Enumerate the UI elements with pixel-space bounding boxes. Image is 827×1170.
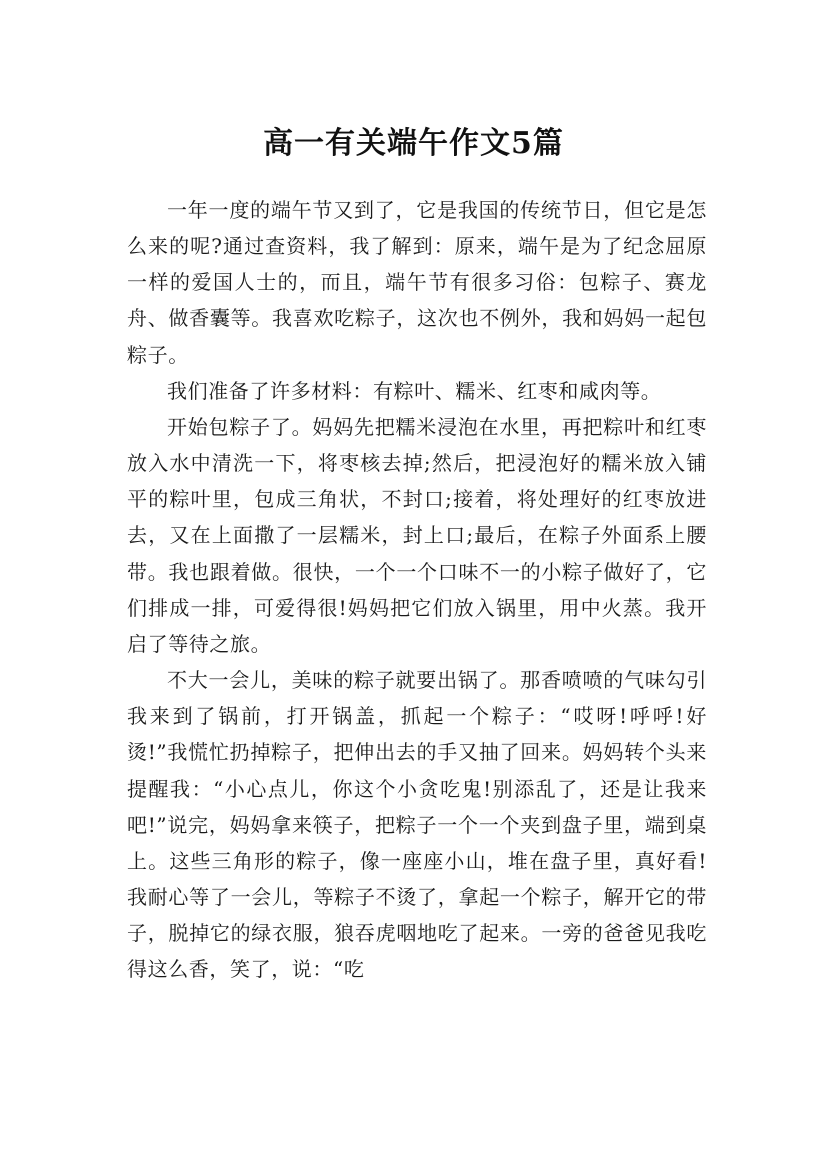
document-title: 高一有关端午作文5篇 <box>263 126 564 162</box>
paragraph-2: 我们准备了许多材料：有粽叶、糯米、红枣和咸肉等。 <box>167 378 662 403</box>
paragraph-3: 开始包粽子了。妈妈先把糯米浸泡在水里，再把粽叶和红枣放入水中清洗一下，将枣核去掉;然后，把浸泡好的糯米放入铺平的粽叶里，包成三角状，不封口;接着，将处理好的红枣放进去，又在上面撒了一层糯米，封上口;最后，在粽子外面系上腰带。我也跟着做。很快，一个一个口味不一的小粽子做好了，它们排成一排，可爱得很!妈妈把它们放入锅里，用中火蒸。我开启了等待之旅。 <box>127 414 707 656</box>
essay-body <box>127 192 707 987</box>
paragraph-4: 不大一会儿，美味的粽子就要出锅了。那香喷喷的气味勾引我来到了锅前，打开锅盖，抓起一个粽子：“哎呀!呼呼!好烫!”我慌忙扔掉粽子，把伸出去的手又抽了回来。妈妈转个头来提醒我：“小心点儿，你这个小贪吃鬼!别添乱了，还是让我来吧!”说完，妈妈拿来筷子，把粽子一个一个夹到盘子里，端到桌上。这些三角形的粽子，像一座座小山，堆在盘子里，真好看!我耐心等了一会儿，等粽子不烫了，拿起一个粽子，解开它的带子，脱掉它的绿衣服，狼吞虎咽地吃了起来。一旁的爸爸见我吃得这么香，笑了，说：“吃 <box>127 668 707 982</box>
paragraph-1: 一年一度的端午节又到了，它是我国的传统节日，但它是怎么来的呢?通过查资料，我了解到：原来，端午是为了纪念屈原一样的爱国人士的，而且，端午节有很多习俗：包粽子、赛龙舟、做香囊等。我喜欢吃粽子，这次也不例外，我和妈妈一起包粽子。 <box>127 198 707 367</box>
